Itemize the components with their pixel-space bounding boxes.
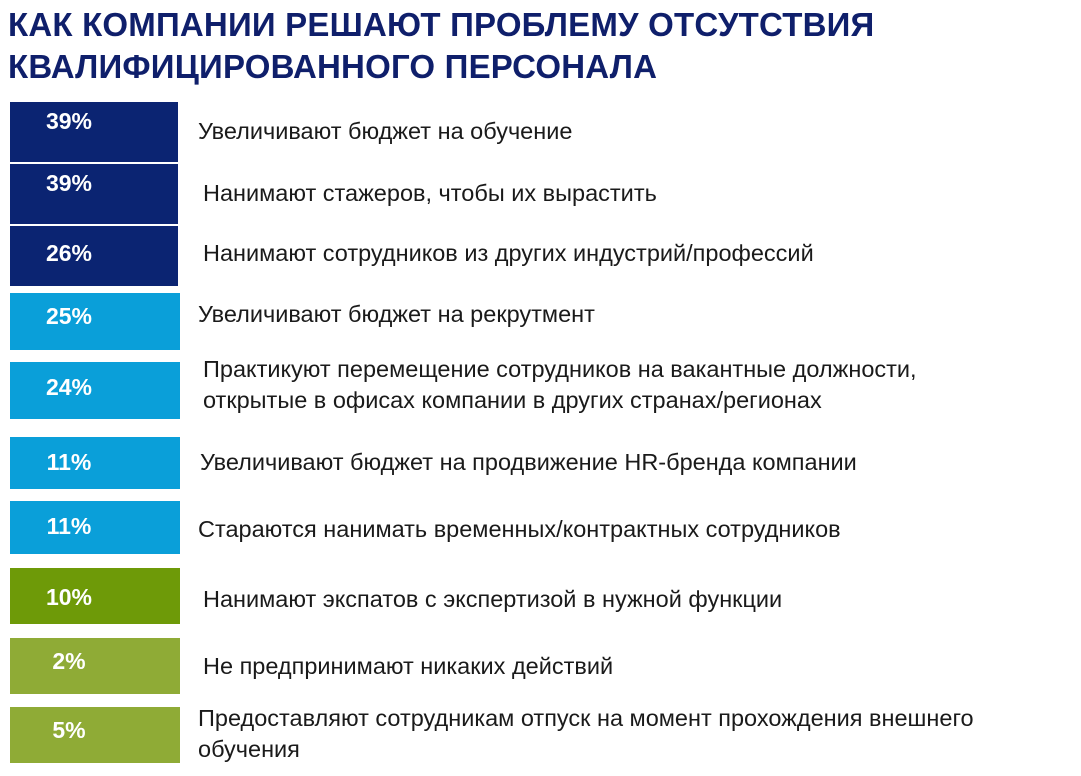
category-label xyxy=(198,514,1068,545)
category-label xyxy=(203,651,1073,682)
category-label xyxy=(198,299,1068,330)
category-label-line: Увеличивают бюджет на продвижение HR-бренда компании xyxy=(200,449,857,475)
bar-row xyxy=(0,356,1081,419)
value-label: 24% xyxy=(45,374,93,400)
category-label-line: Нанимают стажеров, чтобы их вырастить xyxy=(203,180,657,206)
value-label: 26% xyxy=(45,240,93,266)
value-label: 25% xyxy=(45,303,93,329)
bar-row xyxy=(0,102,1081,162)
bar xyxy=(10,501,180,554)
category-label xyxy=(203,178,1073,209)
value-label: 11% xyxy=(46,449,92,475)
category-label xyxy=(203,354,1073,416)
value-label: 2% xyxy=(52,648,86,674)
category-label-line: Нанимают экспатов с экспертизой в нужной функции xyxy=(203,586,783,612)
bar-row xyxy=(0,501,1081,554)
bar xyxy=(10,707,180,763)
bar xyxy=(10,638,180,694)
category-label xyxy=(198,703,1068,765)
value-label: 39% xyxy=(45,170,93,196)
bar-row xyxy=(0,164,1081,224)
bar-row xyxy=(0,638,1081,694)
category-label xyxy=(203,584,1073,615)
bar xyxy=(10,568,180,624)
title-line-1: КАК КОМПАНИИ РЕШАЮТ ПРОБЛЕМУ ОТСУТСТВИЯ xyxy=(8,6,875,43)
bar-row xyxy=(0,437,1081,489)
chart-title xyxy=(8,4,1068,88)
category-label-line: Практикуют перемещение сотрудников на вакантные должности, xyxy=(203,356,917,382)
bar xyxy=(10,226,178,286)
title-line-2: КВАЛИФИЦИРОВАННОГО ПЕРСОНАЛА xyxy=(8,48,658,85)
bar xyxy=(10,437,180,489)
bar-row xyxy=(0,226,1081,286)
category-label-line: Увеличивают бюджет на рекрутмент xyxy=(198,301,595,327)
bar-row xyxy=(0,568,1081,624)
bar-row xyxy=(0,707,1081,763)
category-label-line: Стараются нанимать временных/контрактных сотрудников xyxy=(198,516,841,542)
category-label xyxy=(198,116,1068,147)
value-label: 10% xyxy=(45,584,93,610)
bar xyxy=(10,164,178,224)
category-label-line: обучения xyxy=(198,736,300,762)
category-label-line: Предоставляют сотрудникам отпуск на момент прохождения внешнего xyxy=(198,705,974,731)
bar xyxy=(10,293,180,350)
category-label xyxy=(200,447,1070,478)
category-label xyxy=(203,238,1073,269)
value-label: 5% xyxy=(52,717,86,743)
category-label-line: Увеличивают бюджет на обучение xyxy=(198,118,573,144)
category-label-line: Нанимают сотрудников из других индустрий/профессий xyxy=(203,240,814,266)
bar-row xyxy=(0,293,1081,350)
bar xyxy=(10,102,178,162)
bar xyxy=(10,362,180,419)
category-label-line: Не предпринимают никаких действий xyxy=(203,653,614,679)
value-label: 11% xyxy=(46,513,92,539)
category-label-line: открытые в офисах компании в других странах/регионах xyxy=(203,387,822,413)
value-label: 39% xyxy=(45,108,93,134)
